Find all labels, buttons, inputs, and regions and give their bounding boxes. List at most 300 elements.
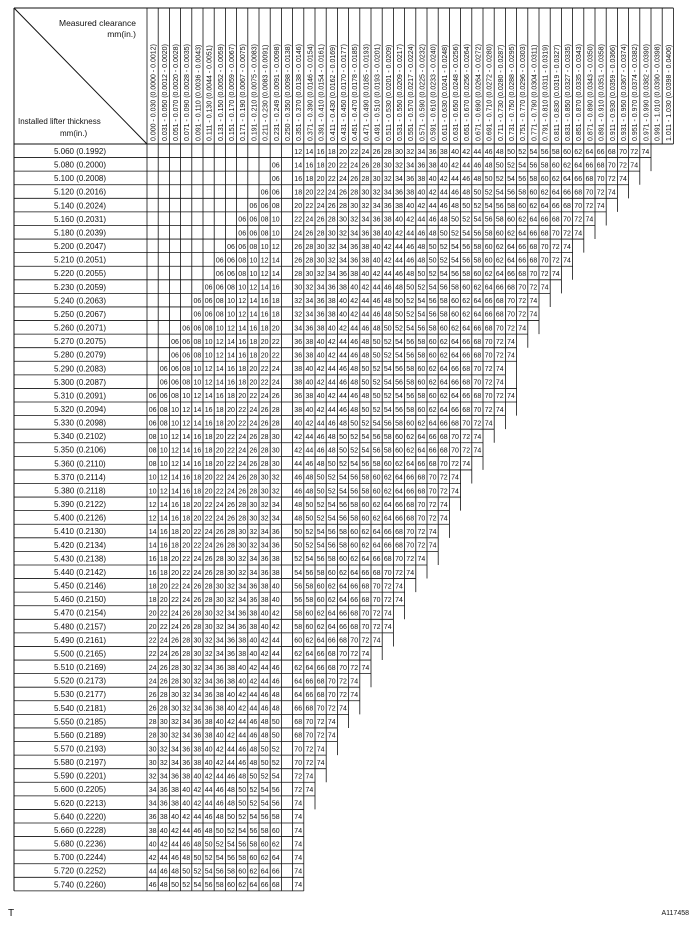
table-cell: 32 — [204, 651, 213, 659]
row-label: 5.540 (0.2181) — [53, 703, 107, 713]
table-cell: 30 — [294, 284, 303, 292]
table-cell: 72 — [428, 501, 437, 509]
table-cell: 16 — [227, 379, 235, 387]
table-cell: 52 — [372, 379, 381, 387]
table-cell: 38 — [439, 148, 448, 156]
row-label: 5.510 (0.2169) — [53, 663, 107, 673]
table-cell: 66 — [350, 596, 359, 604]
table-cell: 32 — [171, 732, 179, 740]
table-cell: 52 — [395, 325, 403, 333]
table-cell: 28 — [215, 569, 224, 577]
table-cell: 64 — [439, 406, 448, 414]
table-cell: 26 — [148, 691, 157, 699]
table-cell: 34 — [417, 148, 426, 156]
table-cell: 48 — [462, 189, 471, 197]
table-cell: 50 — [260, 759, 269, 767]
table-cell: 56 — [339, 501, 347, 509]
table-cell: 14 — [182, 461, 191, 469]
table-cell: 20 — [193, 501, 202, 509]
table-cell: 68 — [462, 366, 471, 374]
table-cell: 58 — [327, 556, 336, 564]
table-cell: 74 — [596, 203, 605, 211]
table-cell: 40 — [249, 637, 258, 645]
table-cell: 24 — [305, 216, 314, 224]
table-cell: 50 — [495, 162, 504, 170]
table-cell: 58 — [439, 298, 448, 306]
table-cell: 42 — [193, 787, 202, 795]
row-label: 5.410 (0.2130) — [53, 527, 107, 537]
table-cell: 44 — [271, 651, 280, 659]
table-cell: 72 — [339, 678, 347, 686]
table-cell: 40 — [215, 719, 224, 727]
table-cell: 70 — [428, 488, 437, 496]
table-cell: 42 — [171, 827, 179, 835]
table-cell: 60 — [350, 542, 359, 550]
table-cell: 48 — [227, 787, 235, 795]
table-cell: 48 — [406, 271, 415, 278]
table-cell: 52 — [406, 311, 415, 319]
table-cell: 14 — [227, 338, 235, 346]
table-cell: 66 — [585, 162, 594, 170]
column-header: 0.211 - 0.230 (0.0083 - 0.0091) — [262, 44, 270, 141]
table-cell: 74 — [294, 882, 303, 890]
table-cell: 30 — [159, 732, 168, 740]
table-cell: 14 — [171, 488, 179, 496]
table-cell: 48 — [305, 488, 314, 496]
table-cell: 56 — [383, 420, 392, 428]
table-cell: 42 — [383, 257, 392, 265]
table-cell: 44 — [339, 393, 347, 401]
table-cell: 48 — [383, 311, 392, 319]
table-cell: 54 — [294, 569, 303, 577]
table-cell: 48 — [305, 474, 314, 482]
table-cell: 56 — [540, 148, 549, 156]
table-cell: 68 — [406, 501, 415, 509]
table-cell: 64 — [439, 379, 448, 387]
table-cell: 22 — [249, 393, 258, 401]
table-cell: 32 — [182, 705, 191, 713]
row-label: 5.640 (0.2220) — [53, 812, 107, 822]
table-cell: 42 — [238, 691, 247, 699]
table-cell: 56 — [428, 298, 437, 306]
table-cell: 74 — [372, 637, 381, 645]
table-cell: 50 — [204, 841, 213, 849]
table-cell: 48 — [204, 827, 213, 835]
table-cell: 12 — [260, 271, 269, 278]
table-cell: 14 — [249, 298, 258, 306]
table-cell: 64 — [451, 338, 459, 346]
table-cell: 44 — [462, 162, 471, 170]
table-cell: 60 — [495, 230, 504, 238]
table-cell: 16 — [238, 352, 247, 360]
row-label: 5.500 (0.2165) — [53, 649, 107, 659]
table-cell: 56 — [227, 854, 235, 862]
column-header: 0.871 - 0.890 (0.0343 - 0.0350) — [587, 44, 595, 141]
table-cell: 68 — [585, 175, 594, 183]
table-cell: 52 — [484, 189, 493, 197]
table-cell: 52 — [305, 542, 314, 550]
table-cell: 16 — [148, 569, 157, 577]
table-cell: 40 — [227, 705, 235, 713]
table-cell: 58 — [350, 501, 359, 509]
table-cell: 72 — [417, 542, 426, 550]
table-cell: 48 — [171, 868, 179, 876]
table-cell: 74 — [327, 732, 336, 740]
table-cell: 38 — [227, 664, 235, 672]
table-cell: 72 — [462, 447, 471, 455]
table-cell: 72 — [585, 203, 594, 211]
table-cell: 18 — [182, 501, 191, 509]
table-cell: 46 — [271, 664, 280, 672]
table-cell: 52 — [305, 529, 314, 537]
column-header: 0.971 - 0.990 (0.0382 - 0.0390) — [643, 44, 651, 141]
table-cell: 52 — [215, 841, 224, 849]
table-cell: 70 — [529, 271, 538, 278]
table-cell: 70 — [473, 366, 482, 374]
table-cell: 74 — [507, 338, 515, 346]
table-cell: 18 — [215, 406, 224, 414]
table-cell: 54 — [495, 189, 504, 197]
column-header: 0.250 - 0.350 (0.0098 - 0.0138) — [285, 44, 292, 141]
table-cell: 42 — [316, 379, 325, 387]
table-cell: 52 — [507, 162, 515, 170]
table-cell: 28 — [271, 406, 280, 414]
table-cell: 26 — [238, 474, 247, 482]
table-cell: 70 — [361, 610, 370, 618]
column-header: 0.111 - 0.130 (0.0044 - 0.0051) — [206, 45, 214, 141]
table-cell: 70 — [574, 203, 583, 211]
table-cell: 66 — [540, 216, 549, 224]
table-cell: 36 — [204, 705, 213, 713]
table-cell: 44 — [305, 433, 314, 441]
table-cell: 42 — [339, 325, 347, 333]
table-cell: 74 — [563, 243, 571, 251]
table-cell: 60 — [428, 338, 437, 346]
table-cell: 44 — [439, 189, 448, 197]
table-cell: 62 — [361, 542, 370, 550]
row-label: 5.290 (0.2083) — [53, 364, 107, 374]
table-cell: 64 — [428, 420, 437, 428]
table-cell: 54 — [260, 800, 269, 808]
table-cell: 66 — [316, 651, 325, 659]
table-cell: 60 — [473, 271, 482, 278]
table-cell: 62 — [451, 325, 459, 333]
table-cell: 06 — [148, 406, 157, 414]
table-cell: 38 — [171, 787, 179, 795]
table-cell: 42 — [148, 854, 157, 862]
table-cell: 32 — [327, 243, 336, 251]
table-cell: 62 — [406, 447, 415, 455]
table-cell: 40 — [260, 624, 269, 632]
table-cell: 66 — [428, 433, 437, 441]
row-label: 5.700 (0.2244) — [53, 853, 107, 863]
table-cell: 72 — [428, 515, 437, 523]
table-cell: 36 — [339, 271, 347, 278]
table-cell: 68 — [428, 461, 437, 469]
column-header: 0.771 - 0.790 (0.0304 - 0.0311) — [531, 44, 539, 141]
table-cell: 54 — [238, 827, 247, 835]
table-cell: 52 — [193, 868, 202, 876]
table-cell: 50 — [316, 474, 325, 482]
table-cell: 40 — [361, 271, 370, 278]
table-cell: 38 — [148, 827, 157, 835]
table-cell: 70 — [484, 393, 493, 401]
table-cell: 64 — [294, 691, 303, 699]
table-cell: 70 — [551, 230, 560, 238]
table-cell: 14 — [305, 148, 314, 156]
table-cell: 52 — [383, 338, 392, 346]
table-cell: 32 — [406, 148, 415, 156]
table-cell: 48 — [215, 814, 224, 822]
table-cell: 30 — [327, 230, 336, 238]
table-cell: 22 — [193, 529, 202, 537]
column-header: 0.711 - 0.730 (0.0280 - 0.0287) — [497, 44, 505, 141]
table-cell: 38 — [428, 162, 437, 170]
table-cell: 20 — [327, 162, 336, 170]
table-cell: 60 — [383, 461, 392, 469]
table-cell: 28 — [159, 691, 168, 699]
table-cell: 36 — [238, 610, 247, 618]
table-cell: 46 — [260, 705, 269, 713]
table-cell: 20 — [260, 352, 269, 360]
table-cell: 62 — [383, 488, 392, 496]
table-cell: 66 — [339, 610, 347, 618]
table-cell: 74 — [327, 719, 336, 727]
table-cell: 68 — [574, 189, 583, 197]
table-cell: 70 — [316, 705, 325, 713]
table-cell: 70 — [518, 284, 527, 292]
table-cell: 26 — [159, 664, 168, 672]
table-cell: 36 — [271, 542, 280, 550]
table-cell: 28 — [182, 637, 191, 645]
table-cell: 22 — [204, 515, 213, 523]
table-cell: 44 — [395, 243, 403, 251]
table-cell: 42 — [361, 284, 370, 292]
table-cell: 62 — [439, 338, 448, 346]
table-cell: 10 — [204, 352, 213, 360]
table-cell: 28 — [316, 230, 325, 238]
table-cell: 34 — [383, 189, 392, 197]
table-cell: 24 — [148, 664, 157, 672]
table-cell: 56 — [417, 325, 426, 333]
row-label: 5.720 (0.2252) — [53, 866, 107, 876]
table-cell: 14 — [215, 379, 224, 387]
table-cell: 16 — [193, 447, 202, 455]
table-cell: 40 — [294, 420, 303, 428]
table-cell: 18 — [159, 556, 168, 564]
table-cell: 52 — [316, 501, 325, 509]
table-cell: 60 — [484, 243, 493, 251]
table-cell: 06 — [193, 298, 202, 306]
table-cell: 68 — [339, 637, 347, 645]
table-cell: 16 — [159, 542, 168, 550]
table-cell: 32 — [238, 569, 247, 577]
table-cell: 22 — [350, 148, 359, 156]
table-cell: 08 — [182, 379, 191, 387]
table-cell: 54 — [204, 868, 213, 876]
table-cell: 62 — [383, 474, 392, 482]
table-cell: 32 — [260, 501, 269, 509]
table-cell: 60 — [294, 637, 303, 645]
table-cell: 44 — [406, 230, 415, 238]
table-cell: 72 — [574, 216, 583, 224]
table-cell: 46 — [238, 746, 247, 754]
table-cell: 56 — [395, 406, 403, 414]
table-cell: 44 — [204, 800, 213, 808]
table-cell: 38 — [193, 759, 202, 767]
table-cell: 20 — [171, 556, 179, 564]
table-cell: 74 — [563, 257, 571, 265]
table-cell: 22 — [171, 596, 179, 604]
table-cell: 64 — [350, 569, 359, 577]
table-cell: 24 — [238, 433, 247, 441]
table-cell: 10 — [215, 325, 224, 333]
table-cell: 42 — [193, 800, 202, 808]
table-cell: 20 — [182, 529, 191, 537]
table-cell: 74 — [451, 488, 459, 496]
table-cell: 46 — [372, 298, 381, 306]
row-label: 5.200 (0.2047) — [53, 242, 107, 252]
table-cell: 24 — [182, 583, 191, 591]
table-cell: 34 — [395, 175, 403, 183]
table-cell: 58 — [406, 406, 415, 414]
column-header: 0.751 - 0.770 (0.0296 - 0.0303) — [520, 44, 528, 141]
table-cell: 68 — [271, 882, 280, 890]
table-cell: 50 — [339, 447, 347, 455]
table-cell: 20 — [249, 366, 258, 374]
table-cell: 16 — [159, 529, 168, 537]
table-cell: 24 — [249, 406, 258, 414]
table-cell: 24 — [204, 542, 213, 550]
table-cell: 64 — [507, 243, 515, 251]
table-cell: 08 — [159, 420, 168, 428]
table-cell: 74 — [350, 678, 359, 686]
table-cell: 48 — [361, 352, 370, 360]
table-cell: 32 — [249, 542, 258, 550]
table-cell: 06 — [159, 379, 168, 387]
table-cell: 46 — [439, 203, 448, 211]
table-cell: 30 — [182, 664, 191, 672]
table-cell: 74 — [339, 705, 347, 713]
table-cell: 30 — [204, 624, 213, 632]
table-cell: 28 — [238, 515, 247, 523]
table-cell: 14 — [148, 542, 157, 550]
row-label: 5.680 (0.2236) — [53, 839, 107, 849]
table-cell: 42 — [227, 732, 235, 740]
table-cell: 22 — [271, 352, 280, 360]
table-cell: 70 — [428, 474, 437, 482]
table-cell: 54 — [518, 162, 527, 170]
table-cell: 58 — [529, 175, 538, 183]
table-cell: 38 — [159, 814, 168, 822]
table-cell: 70 — [372, 583, 381, 591]
table-cell: 06 — [204, 298, 213, 306]
table-cell: 26 — [204, 556, 213, 564]
table-cell: 26 — [204, 569, 213, 577]
table-cell: 64 — [473, 311, 482, 319]
table-cell: 46 — [372, 311, 381, 319]
table-cell: 46 — [305, 461, 314, 469]
table-cell: 30 — [227, 556, 235, 564]
installed-thickness-label: Installed lifter thickness — [18, 117, 101, 126]
table-cell: 26 — [171, 651, 179, 659]
table-cell: 40 — [238, 678, 247, 686]
column-header: 0.811 - 0.830 (0.0319 - 0.0327) — [553, 44, 561, 141]
table-cell: 56 — [294, 596, 303, 604]
table-cell: 38 — [204, 732, 213, 740]
table-cell: 08 — [215, 298, 224, 306]
row-label: 5.740 (0.2260) — [53, 880, 107, 890]
table-cell: 58 — [473, 243, 482, 251]
table-cell: 42 — [462, 148, 471, 156]
table-cell: 62 — [563, 162, 571, 170]
table-cell: 22 — [148, 637, 157, 645]
column-header: 0.171 - 0.190 (0.0067 - 0.0075) — [240, 44, 248, 141]
table-cell: 30 — [249, 515, 258, 523]
table-cell: 22 — [148, 651, 157, 659]
table-cell: 18 — [148, 583, 157, 591]
table-cell: 30 — [148, 759, 157, 767]
table-cell: 14 — [182, 447, 191, 455]
table-cell: 08 — [271, 203, 280, 211]
table-cell: 32 — [193, 664, 202, 672]
table-cell: 38 — [271, 556, 280, 564]
table-cell: 64 — [294, 678, 303, 686]
table-cell: 68 — [305, 705, 314, 713]
table-cell: 40 — [372, 257, 381, 265]
table-cell: 12 — [171, 433, 179, 441]
table-cell: 06 — [148, 393, 157, 401]
table-cell: 28 — [171, 678, 179, 686]
table-cell: 28 — [227, 542, 235, 550]
table-cell: 58 — [406, 379, 415, 387]
table-cell: 26 — [249, 461, 258, 469]
table-cell: 60 — [484, 257, 493, 265]
table-cell: 36 — [215, 664, 224, 672]
table-cell: 44 — [238, 719, 247, 727]
table-cell: 18 — [271, 311, 280, 319]
column-header: 0.531 - 0.550 (0.0209 - 0.0217) — [397, 44, 404, 141]
table-cell: 60 — [238, 868, 247, 876]
table-cell: 60 — [417, 366, 426, 374]
table-cell: 58 — [383, 447, 392, 455]
table-cell: 48 — [227, 800, 235, 808]
table-cell: 44 — [204, 787, 213, 795]
table-cell: 28 — [294, 271, 303, 278]
table-cell: 62 — [462, 298, 471, 306]
table-cell: 70 — [619, 148, 627, 156]
table-cell: 58 — [316, 569, 325, 577]
column-header: 0.651 - 0.670 (0.0256 - 0.0264) — [464, 44, 472, 141]
table-cell: 40 — [148, 841, 157, 849]
table-cell: 46 — [204, 814, 213, 822]
table-cell: 70 — [563, 216, 571, 224]
table-cell: 58 — [462, 271, 471, 278]
table-cell: 54 — [249, 814, 258, 822]
table-cell: 18 — [238, 379, 247, 387]
table-cell: 42 — [350, 311, 359, 319]
table-cell: 38 — [406, 189, 415, 197]
table-cell: 66 — [462, 393, 471, 401]
table-cell: 50 — [294, 529, 303, 537]
table-cell: 42 — [327, 393, 336, 401]
row-label: 5.270 (0.2075) — [53, 337, 107, 347]
table-cell: 74 — [316, 759, 325, 767]
table-cell: 50 — [361, 379, 370, 387]
row-label: 5.100 (0.2008) — [53, 174, 107, 184]
table-cell: 66 — [484, 298, 493, 306]
table-cell: 66 — [507, 271, 515, 278]
